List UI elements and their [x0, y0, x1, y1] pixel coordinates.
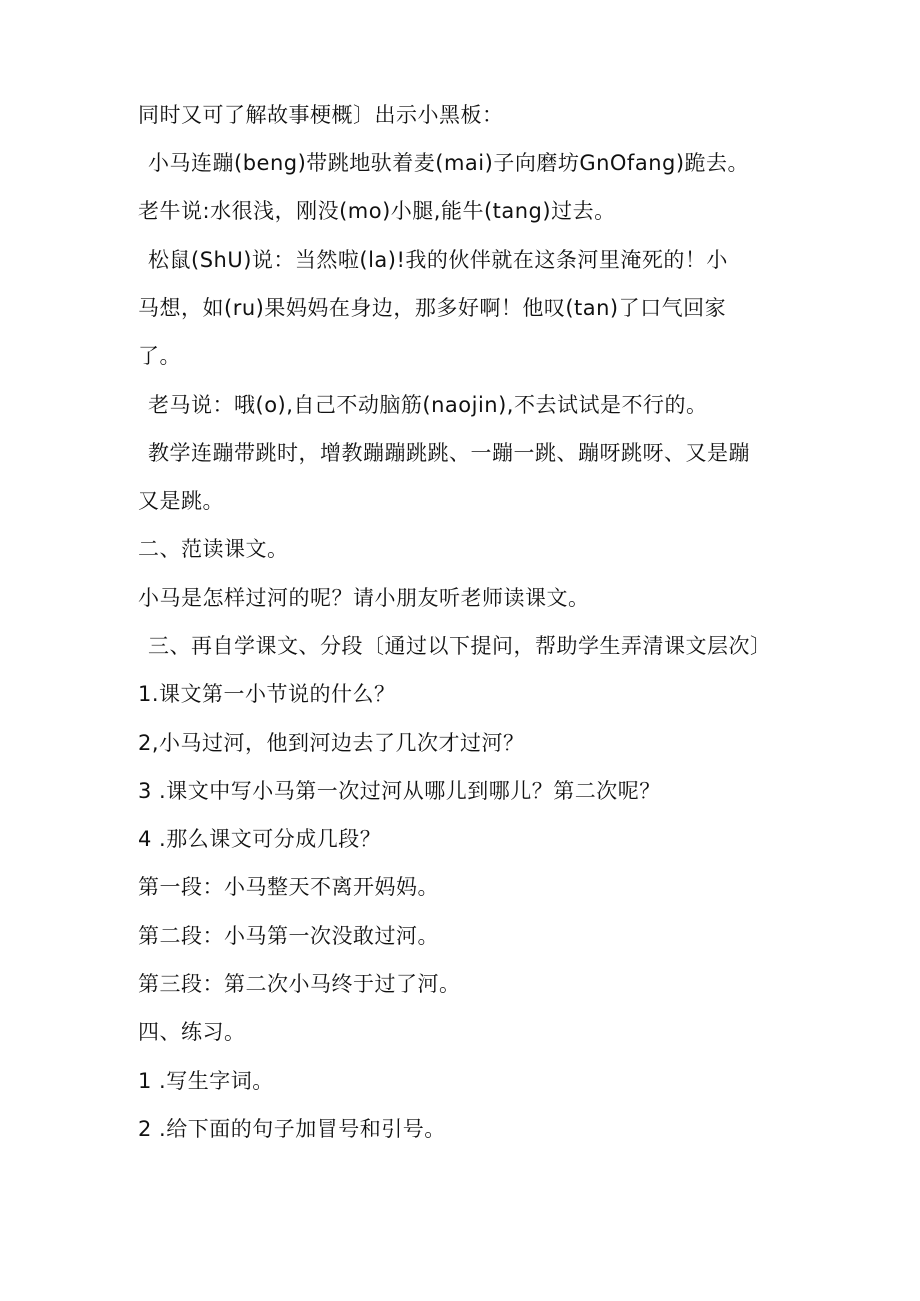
- list-item: 1 .写生字词。: [138, 1069, 274, 1093]
- text-line: 同时又可了解故事梗概〕出示小黑板：: [138, 103, 504, 127]
- text-line: 马想，如(ru)果妈妈在身边，那多好啊！他叹(tan)了口气回家: [138, 296, 727, 320]
- text-line: 第一段：小马整天不离开妈妈。: [138, 875, 439, 899]
- text-line: 第二段：小马第一次没敢过河。: [138, 924, 439, 948]
- text-line: 小马是怎样过河的呢？请小朋友听老师读课文。: [138, 586, 590, 610]
- list-item: 2 .给下面的句子加冒号和引号。: [138, 1117, 446, 1141]
- text-line: 小马连蹦(beng)带跳地驮着麦(mai)子向磨坊GnOfang)跪去。: [148, 151, 750, 175]
- list-item: 2,小马过河，他到河边去了几次才过河？: [138, 731, 525, 755]
- list-item: 3 .课文中写小马第一次过河从哪儿到哪儿？第二次呢？: [138, 779, 661, 803]
- text-line: 又是跳。: [138, 489, 224, 513]
- list-item: 1.课文第一小节说的什么？: [138, 682, 396, 706]
- section-heading: 二、范读课文。: [138, 537, 289, 561]
- section-heading: 四、练习。: [138, 1020, 246, 1044]
- section-heading: 三、再自学课文、分段〔通过以下提问，帮助学生弄清课文层次〕: [148, 634, 772, 658]
- text-line: 教学连蹦带跳时，增教蹦蹦跳跳、一蹦一跳、蹦呀跳呀、又是蹦: [148, 441, 750, 465]
- text-line: 松鼠(ShU)说：当然啦(la)!我的伙伴就在这条河里淹死的！小: [148, 248, 728, 272]
- text-line: 老牛说:水很浅，刚没(mo)小腿,能牛(tang)过去。: [138, 199, 616, 223]
- text-line: 了。: [138, 344, 181, 368]
- text-line: 第三段：第二次小马终于过了河。: [138, 972, 461, 996]
- list-item: 4 .那么课文可分成几段？: [138, 827, 382, 851]
- text-line: 老马说：哦(o),自己不动脑筋(naojin),不去试试是不行的。: [148, 393, 708, 417]
